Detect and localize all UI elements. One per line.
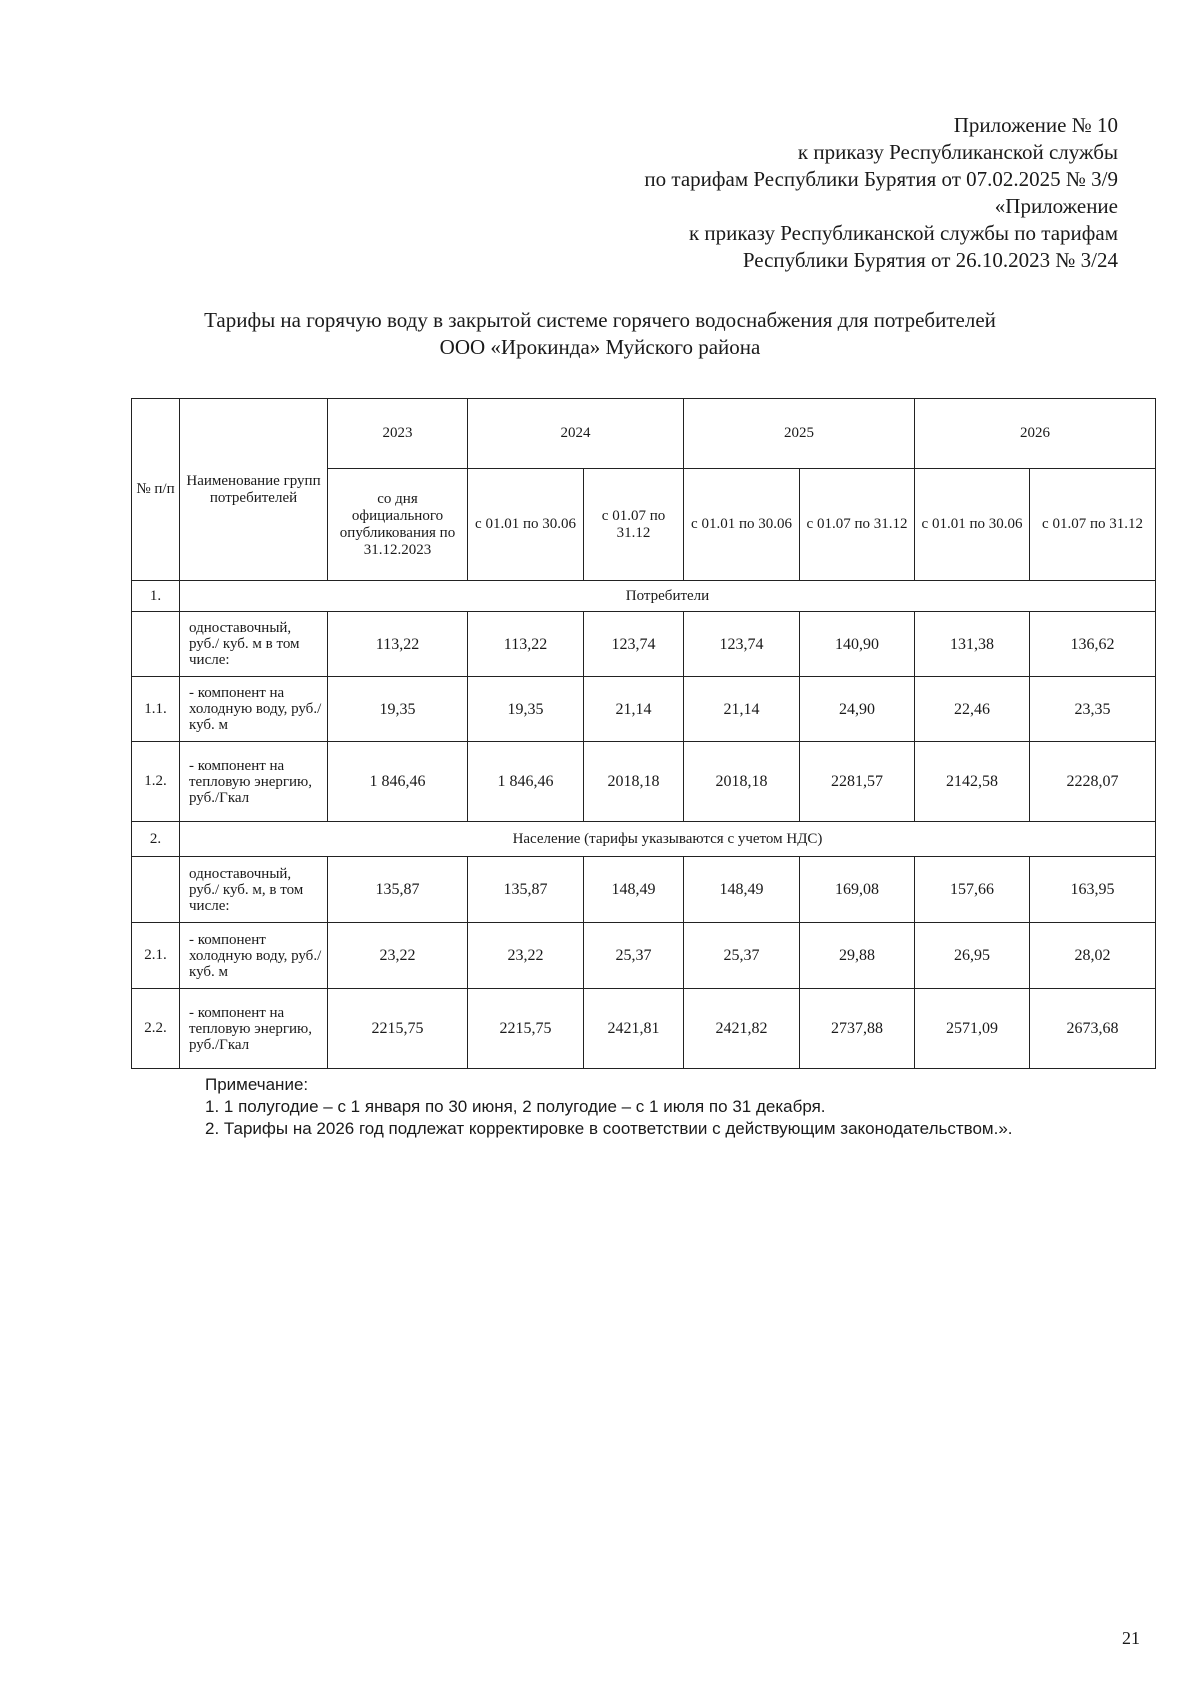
table-row xyxy=(132,677,1156,742)
table-row xyxy=(132,857,1156,923)
section-number: 1. xyxy=(132,581,180,612)
year-header: 2024 xyxy=(468,399,684,469)
period-header: с 01.07 по 31.12 xyxy=(800,469,915,581)
tariff-value: 23,22 xyxy=(468,923,584,989)
row-number: 1.1. xyxy=(132,677,180,742)
tariff-value: 1 846,46 xyxy=(328,742,468,822)
table-row xyxy=(132,612,1156,677)
tariff-value: 163,95 xyxy=(1030,857,1156,923)
section-title: Население (тарифы указываются с учетом НДС) xyxy=(180,822,1156,857)
header-line: Приложение № 10 xyxy=(953,113,1118,137)
table-row xyxy=(132,923,1156,989)
tariff-value: 113,22 xyxy=(468,612,584,677)
header-line: по тарифам Республики Бурятия от 07.02.2025 № 3/9 xyxy=(644,167,1118,191)
period-header: со дня официального опубликования по 31.12.2023 xyxy=(328,469,468,581)
header-line: Республики Бурятия от 26.10.2023 № 3/24 xyxy=(742,248,1118,272)
tariff-value: 23,35 xyxy=(1030,677,1156,742)
title-line-2: ООО «Ирокинда» Муйского района xyxy=(439,335,761,359)
year-header: 2023 xyxy=(328,399,468,469)
tariff-value: 24,90 xyxy=(800,677,915,742)
tariff-value: 2421,82 xyxy=(684,989,800,1069)
row-name: - компонент на холодную воду, руб./ куб. м xyxy=(180,677,328,742)
header-line: к приказу Республиканской службы по тарифам xyxy=(688,221,1118,245)
row-name: одноставочный, руб./ куб. м, в том числе: xyxy=(180,857,328,923)
col-header-consumer-group: Наименование групп потребителей xyxy=(180,399,328,581)
row-name: - компонент на тепловую энергию, руб./Гкал xyxy=(180,989,328,1069)
tariff-value: 2142,58 xyxy=(915,742,1030,822)
tariff-value: 19,35 xyxy=(328,677,468,742)
period-header: с 01.01 по 30.06 xyxy=(684,469,800,581)
col-header-number: № п/п xyxy=(132,399,180,581)
document-title xyxy=(0,307,1200,361)
page-number: 21 xyxy=(1122,1628,1140,1648)
tariff-value: 1 846,46 xyxy=(468,742,584,822)
appendix-header xyxy=(644,112,1118,274)
title-line-1: Тарифы на горячую воду в закрытой системе горячего водоснабжения для потребителей xyxy=(204,308,996,332)
tariff-value: 148,49 xyxy=(684,857,800,923)
tariff-value: 2215,75 xyxy=(468,989,584,1069)
tariff-value: 2281,57 xyxy=(800,742,915,822)
tariff-value: 113,22 xyxy=(328,612,468,677)
tariff-value: 135,87 xyxy=(468,857,584,923)
row-number: 1.2. xyxy=(132,742,180,822)
tariff-value: 2421,81 xyxy=(584,989,684,1069)
row-number: 2.1. xyxy=(132,923,180,989)
tariff-value: 2571,09 xyxy=(915,989,1030,1069)
tariff-value: 25,37 xyxy=(584,923,684,989)
tariff-value: 2018,18 xyxy=(584,742,684,822)
row-number: 2.2. xyxy=(132,989,180,1069)
tariff-table xyxy=(131,398,1156,1069)
year-header: 2026 xyxy=(915,399,1156,469)
section-row xyxy=(132,581,1156,612)
header-line: «Приложение xyxy=(994,194,1118,218)
period-header: с 01.07 по 31.12 xyxy=(1030,469,1156,581)
tariff-value: 19,35 xyxy=(468,677,584,742)
tariff-value: 136,62 xyxy=(1030,612,1156,677)
tariff-value: 148,49 xyxy=(584,857,684,923)
note-item: 1. 1 полугодие – с 1 января по 30 июня, 2 полугодие – с 1 июля по 31 декабря. xyxy=(205,1097,826,1116)
tariff-value: 21,14 xyxy=(684,677,800,742)
table-row xyxy=(132,989,1156,1069)
tariff-value: 131,38 xyxy=(915,612,1030,677)
tariff-value: 22,46 xyxy=(915,677,1030,742)
tariff-value: 135,87 xyxy=(328,857,468,923)
period-header: с 01.07 по 31.12 xyxy=(584,469,684,581)
tariff-value: 2737,88 xyxy=(800,989,915,1069)
tariff-value: 28,02 xyxy=(1030,923,1156,989)
notes-heading: Примечание: xyxy=(205,1075,309,1094)
section-title: Потребители xyxy=(180,581,1156,612)
row-name: - компонент холодную воду, руб./ куб. м xyxy=(180,923,328,989)
table-row xyxy=(132,742,1156,822)
tariff-value: 140,90 xyxy=(800,612,915,677)
tariff-value: 21,14 xyxy=(584,677,684,742)
period-header: с 01.01 по 30.06 xyxy=(915,469,1030,581)
notes-section xyxy=(205,1074,1013,1140)
period-header: с 01.01 по 30.06 xyxy=(468,469,584,581)
tariff-value: 23,22 xyxy=(328,923,468,989)
row-name: одноставочный, руб./ куб. м в том числе: xyxy=(180,612,328,677)
tariff-value: 169,08 xyxy=(800,857,915,923)
tariff-value: 123,74 xyxy=(584,612,684,677)
tariff-value: 157,66 xyxy=(915,857,1030,923)
row-number xyxy=(132,857,180,923)
header-row-years xyxy=(132,399,1156,469)
row-name: - компонент на тепловую энергию, руб./Гкал xyxy=(180,742,328,822)
tariff-value: 123,74 xyxy=(684,612,800,677)
tariff-value: 2673,68 xyxy=(1030,989,1156,1069)
note-item: 2. Тарифы на 2026 год подлежат корректировке в соответствии с действующим законодательством.». xyxy=(205,1119,1013,1138)
header-line: к приказу Республиканской службы xyxy=(797,140,1118,164)
tariff-value: 26,95 xyxy=(915,923,1030,989)
year-header: 2025 xyxy=(684,399,915,469)
section-row xyxy=(132,822,1156,857)
tariff-value: 2215,75 xyxy=(328,989,468,1069)
tariff-value: 29,88 xyxy=(800,923,915,989)
tariff-value: 25,37 xyxy=(684,923,800,989)
tariff-value: 2018,18 xyxy=(684,742,800,822)
section-number: 2. xyxy=(132,822,180,857)
tariff-value: 2228,07 xyxy=(1030,742,1156,822)
row-number xyxy=(132,612,180,677)
